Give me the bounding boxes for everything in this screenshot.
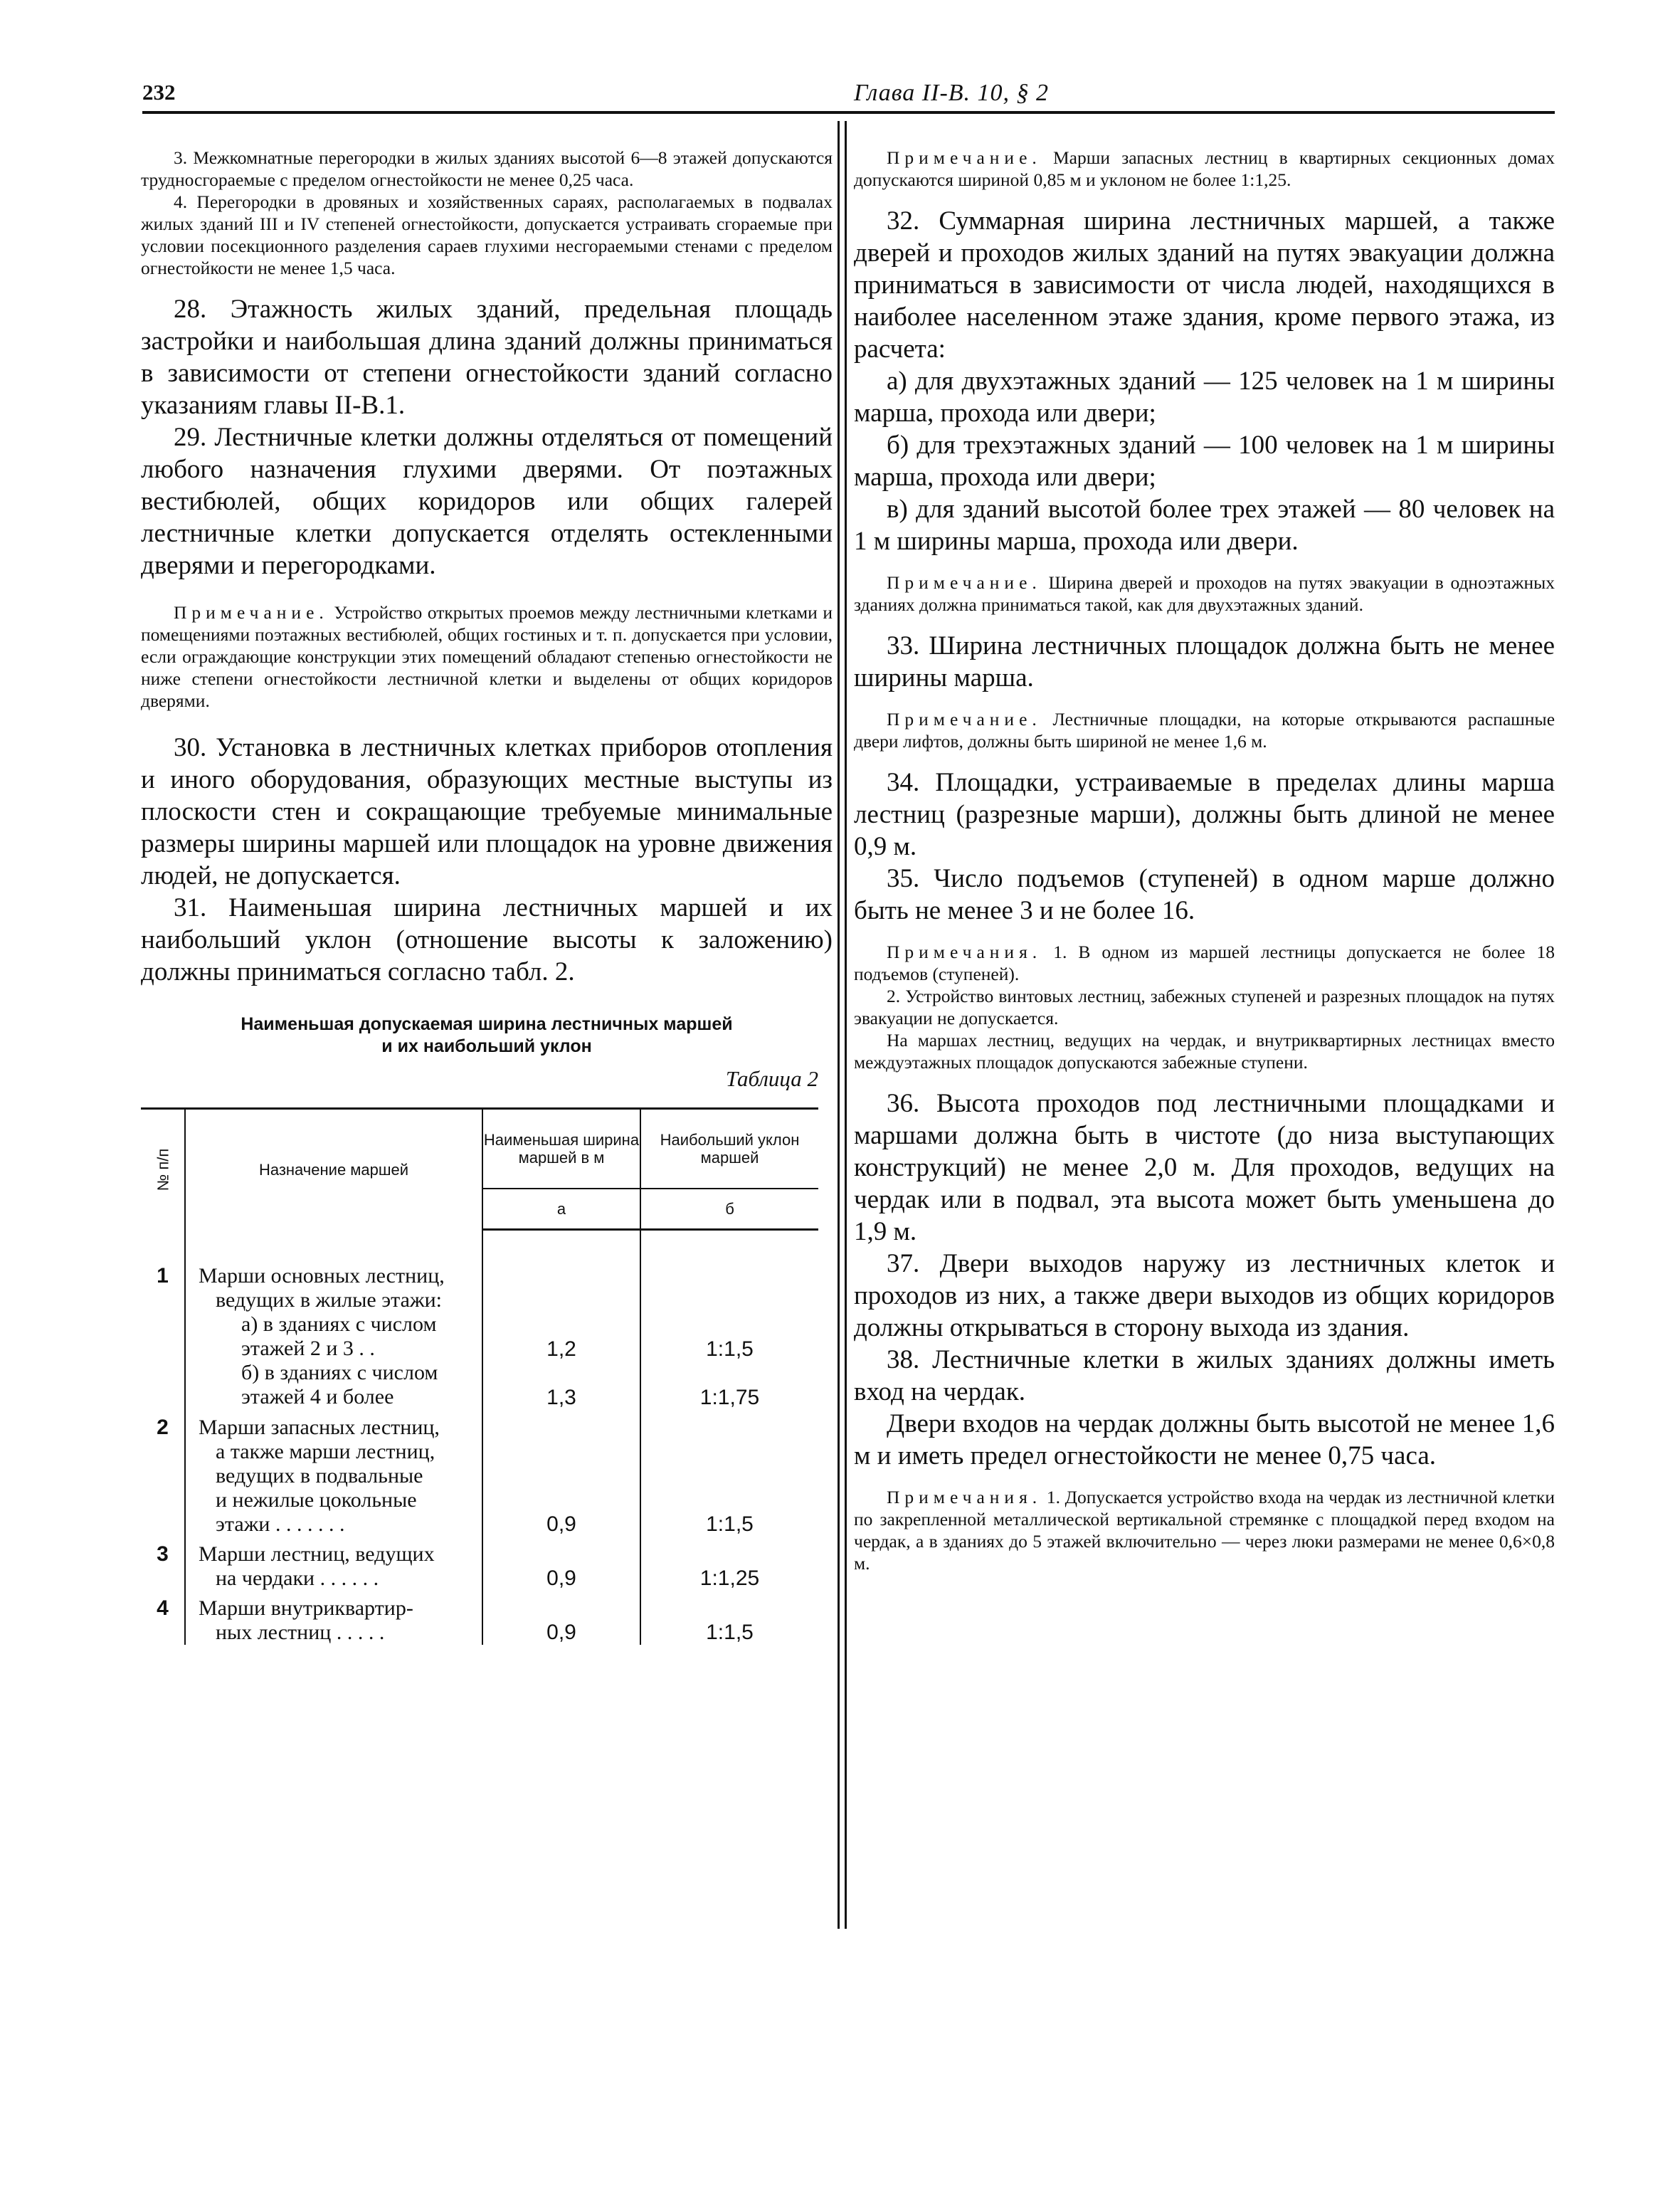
table-row	[141, 1230, 818, 1411]
width-value: 0,9	[546, 1512, 576, 1536]
slope-value	[641, 1440, 818, 1464]
row-purpose	[185, 1537, 482, 1591]
width-value	[483, 1289, 640, 1313]
purpose-line: ных лестниц . . . . .	[216, 1621, 385, 1644]
slope-value	[641, 1289, 818, 1313]
width-value	[483, 1542, 640, 1567]
table-row	[141, 1591, 818, 1645]
row-number: 3	[141, 1537, 185, 1591]
purpose-line: Марши запасных лестниц,	[199, 1416, 440, 1439]
slope-value: 1:1,25	[699, 1567, 760, 1590]
paragraph-38b: Двери входов на чердак должны быть высотой не менее 1,6 м и иметь предел огнестойкости не менее 0,75 часа.	[854, 1409, 1555, 1470]
chapter-title: Глава II-В. 10, § 2	[854, 80, 1050, 106]
header-slope: Наибольший уклон маршей	[640, 1109, 818, 1189]
purpose-line: ведущих в жилые этажи:	[216, 1288, 443, 1312]
paragraph-32b: б) для трехэтажных зданий — 100 человек на 1 м ширины марша, прохода или двери;	[854, 431, 1555, 492]
header-b: б	[640, 1189, 818, 1230]
purpose-line: ведущих в подвальные	[216, 1464, 423, 1488]
slope-value	[641, 1265, 818, 1289]
row-width	[482, 1410, 640, 1537]
width-value: 0,9	[546, 1567, 576, 1590]
paragraph-34: 34. Площадки, устраиваемые в пределах длины марша лестниц (разрезные марши), должны быть длиной не менее 0,9 м.	[854, 768, 1555, 861]
paragraph-30: 30. Установка в лестничных клетках приборов отопления и иного оборудования, образующих местные выступы из плоскости стен и сокращающие требуемые минимальные размеры ширины маршей или площадок на уровне движения людей, не допускается.	[141, 733, 833, 890]
slope-value	[641, 1596, 818, 1621]
note-4: 4. Перегородки в дровяных и хозяйственных сараях, располагаемых в подвалах жилых зданий III и IV степеней огнестойкости, допускается устраивать сгораемые при условии посекционного разделения сараев глухими несгораемыми стенами с пределом огнестойкости не менее 1,5 часа.	[141, 191, 833, 278]
column-divider	[845, 121, 847, 1929]
purpose-line: Марши основных лестниц,	[199, 1263, 445, 1288]
row-width	[482, 1537, 640, 1591]
width-value	[483, 1440, 640, 1464]
row-purpose	[185, 1591, 482, 1645]
paragraph-35: 35. Число подъемов (ступеней) в одном марше должно быть не менее 3 и не более 16.	[854, 864, 1555, 925]
page-number: 232	[142, 80, 176, 105]
notes-38-1: Примечания. 1. Допускается устройство входа на чердак из лестничной клетки по закрепленной металлической вертикальной стремянке с площадкой перед входом на чердак, а в зданиях до 5 этажей включительно — через люки размерами не менее 0,6×0,8 м.	[854, 1487, 1555, 1574]
paragraph-31: 31. Наименьшая ширина лестничных маршей и их наибольший уклон (отношение высоты к заложению) должны приниматься согласно табл. 2.	[141, 893, 833, 986]
notes-35-2: 2. Устройство винтовых лестниц, забежных ступеней и разрезных площадок на путях эвакуации не допускается.	[854, 986, 1555, 1028]
note-29	[141, 601, 833, 712]
width-value	[483, 1416, 640, 1440]
row-purpose	[185, 1410, 482, 1537]
caption-line: Наименьшая допускаемая ширина лестничных маршей	[241, 1014, 733, 1034]
width-value: 1,2	[546, 1337, 576, 1361]
column-divider	[838, 121, 840, 1929]
purpose-line: Марши внутриквартир-	[199, 1596, 413, 1620]
header-rule	[142, 111, 1555, 114]
width-value	[483, 1313, 640, 1337]
width-value: 0,9	[546, 1621, 576, 1644]
width-value	[483, 1265, 640, 1289]
slope-value	[641, 1362, 818, 1386]
paragraph-28: 28. Этажность жилых зданий, предельная площадь застройки и наибольшая длина зданий должны приниматься в зависимости от степени огнестойкости зданий согласно указаниям главы II-В.1.	[141, 295, 833, 420]
table-caption	[141, 1013, 833, 1058]
page-header	[142, 80, 1555, 114]
left-column	[141, 147, 833, 1645]
paragraph-29: 29. Лестничные клетки должны отделяться от помещений любого назначения глухими дверями. От поэтажных вестибюлей, общих коридоров или общих галерей лестничные клетки допускается отделять остекленными дверями и перегородками.	[141, 423, 833, 580]
row-purpose	[185, 1230, 482, 1411]
slope-value	[641, 1313, 818, 1337]
note-32: Примечание. Ширина дверей и проходов на путях эвакуации в одноэтажных зданиях должна приниматься такой, как для двухэтажных зданий.	[854, 572, 1555, 615]
purpose-line: Марши лестниц, ведущих	[199, 1542, 435, 1566]
note-top: Примечание. Марши запасных лестниц в квартирных секционных домах допускаются шириной 0,85 м и уклоном не более 1:1,25.	[854, 147, 1555, 190]
note-label: Примечание.	[174, 602, 329, 623]
table-row	[141, 1537, 818, 1591]
slope-value: 1:1,75	[699, 1386, 760, 1409]
width-value: 1,3	[546, 1386, 576, 1409]
purpose-line: этажей 2 и 3 . .	[241, 1336, 375, 1360]
paragraph-32c: в) для зданий высотой более трех этажей — 80 человек на 1 м ширины марша, прохода или двери.	[854, 495, 1555, 556]
stair-table	[141, 1107, 818, 1645]
purpose-line: этажей 4 и более	[241, 1384, 394, 1409]
slope-value: 1:1,5	[706, 1621, 754, 1644]
paragraph-36: 36. Высота проходов под лестничными площадками и маршами должна быть в чистоте (до низа выступающих конструкций) не менее 2,0 м. Для проходов, ведущих на чердак или в подвал, эта высота может быть уменьшена до 1,9 м.	[854, 1089, 1555, 1246]
notes-35-1: Примечания. 1. В одном из маршей лестницы допускается не более 18 подъемов (ступеней).	[854, 942, 1555, 984]
paragraph-33: 33. Ширина лестничных площадок должна быть не менее ширины марша.	[854, 631, 1555, 693]
header-no: № п/п	[141, 1109, 185, 1230]
width-value	[483, 1464, 640, 1488]
row-slope	[640, 1230, 818, 1411]
table-label: Таблица 2	[725, 1066, 818, 1091]
row-width	[482, 1230, 640, 1411]
slope-value	[641, 1542, 818, 1567]
paragraph-32: 32. Суммарная ширина лестничных маршей, а также дверей и проходов жилых зданий на путях эвакуации должна приниматься в зависимости от числа людей, находящихся в наиболее населенном этаже здания, кроме первого этажа, из расчета:	[854, 206, 1555, 364]
slope-value: 1:1,5	[706, 1512, 754, 1536]
slope-value	[641, 1464, 818, 1488]
note-text: Устройство открытых проемов между лестничными клетками и помещениями поэтажных вестибюлей, общих гостиных и т. п. допускается при условии, если ограждающие конструкции этих помещений обладают степенью огнестойкости не ниже степени огнестойкости лестничной клетки и выделены от общих коридоров дверями.	[141, 602, 833, 711]
header-a: а	[482, 1189, 640, 1230]
note-3: 3. Межкомнатные перегородки в жилых зданиях высотой 6—8 этажей допускаются трудносгораемые с пределом огнестойкости не менее 0,25 часа.	[141, 147, 833, 190]
row-slope	[640, 1537, 818, 1591]
right-column	[854, 147, 1555, 1574]
slope-value	[641, 1488, 818, 1512]
row-width	[482, 1591, 640, 1645]
paragraph-32a: а) для двухэтажных зданий — 125 человек на 1 м ширины марша, прохода или двери;	[854, 367, 1555, 428]
notes-35-3: На маршах лестниц, ведущих на чердак, и внутриквартирных лестницах вместо междуэтажных площадок допускаются забежные ступени.	[854, 1030, 1555, 1073]
purpose-line: и нежилые цокольные	[216, 1488, 417, 1512]
width-value	[483, 1362, 640, 1386]
row-number: 2	[141, 1410, 185, 1537]
table-row	[141, 1410, 818, 1537]
purpose-line: а) в зданиях с числом	[241, 1312, 437, 1336]
header-width: Наименьшая ширина маршей в м	[482, 1109, 640, 1189]
paragraph-37: 37. Двери выходов наружу из лестничных клеток и проходов из них, а также двери выходов из общих коридоров должны открываться в сторону выхода из здания.	[854, 1249, 1555, 1342]
purpose-line: на чердаки . . . . . .	[216, 1567, 379, 1590]
width-value	[483, 1596, 640, 1621]
row-slope	[640, 1410, 818, 1537]
note-33: Примечание. Лестничные площадки, на которые открываются распашные двери лифтов, должны быть шириной не менее 1,6 м.	[854, 709, 1555, 752]
caption-line: и их наибольший уклон	[381, 1036, 592, 1056]
slope-value: 1:1,5	[706, 1337, 754, 1361]
row-number: 4	[141, 1591, 185, 1645]
purpose-line: а также марши лестниц,	[216, 1440, 435, 1463]
purpose-line: этажи . . . . . . .	[216, 1512, 345, 1536]
purpose-line: б) в зданиях с числом	[241, 1360, 438, 1384]
slope-value	[641, 1416, 818, 1440]
width-value	[483, 1488, 640, 1512]
header-name: Назначение маршей	[185, 1109, 482, 1230]
row-number: 1	[141, 1230, 185, 1411]
row-slope	[640, 1591, 818, 1645]
paragraph-38: 38. Лестничные клетки в жилых зданиях должны иметь вход на чердак.	[854, 1345, 1555, 1406]
